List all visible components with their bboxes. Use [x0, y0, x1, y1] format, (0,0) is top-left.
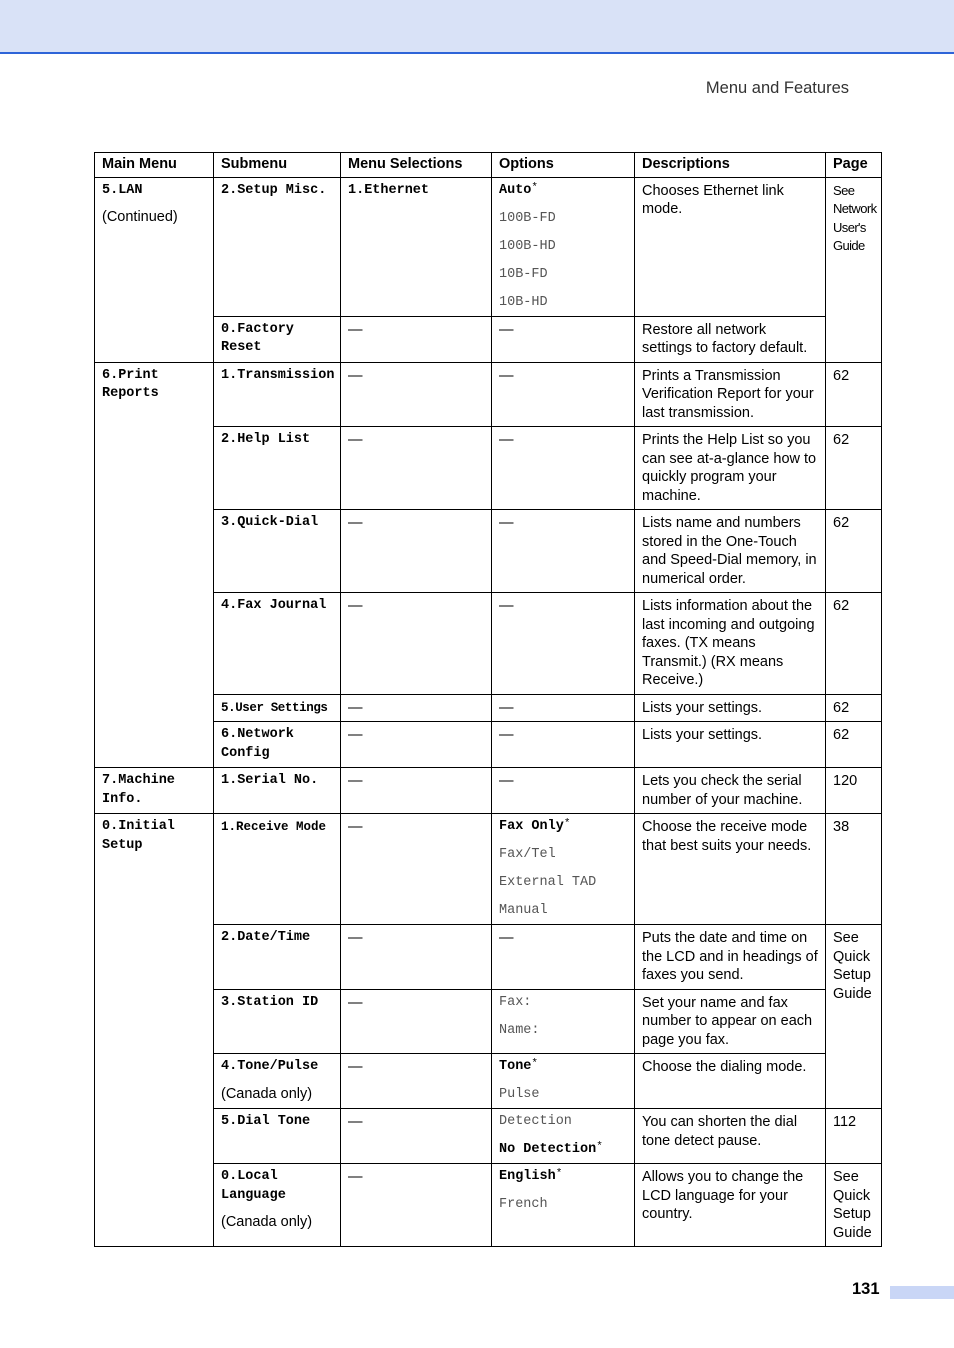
description-cell: Choose the receive mode that best suits your needs. — [635, 814, 826, 925]
selection-cell: — — [341, 510, 492, 593]
description-cell: Lists information about the last incoming and outgoing faxes. (TX means Transmit.) (RX means Receive.) — [635, 593, 826, 695]
description-cell: Restore all network settings to factory default. — [635, 316, 826, 362]
description-cell: Lets you check the serial number of your machine. — [635, 768, 826, 814]
table-row — [95, 177, 882, 316]
page-cell: See Quick Setup Guide — [826, 925, 882, 1109]
selection-cell: — — [341, 1164, 492, 1247]
submenu-cell: 5.User Settings — [214, 694, 341, 722]
page-cell: 38 — [826, 814, 882, 925]
table-header-row — [95, 153, 882, 178]
page-cell: See Quick Setup Guide — [826, 1164, 882, 1247]
page-cell: 62 — [826, 593, 882, 695]
col-submenu: Submenu — [214, 153, 341, 178]
table-row — [95, 814, 882, 925]
page-cell: 62 — [826, 362, 882, 427]
table-row — [95, 1054, 882, 1109]
selection-cell: — — [341, 989, 492, 1054]
col-menu-selections: Menu Selections — [341, 153, 492, 178]
main-menu-cell: 5.LAN (Continued) — [95, 177, 214, 362]
col-descriptions: Descriptions — [635, 153, 826, 178]
options-cell: Detection No Detection* — [492, 1109, 635, 1164]
description-cell: Lists your settings. — [635, 694, 826, 722]
submenu-cell: 1.Receive Mode — [214, 814, 341, 925]
page-cell: 62 — [826, 694, 882, 722]
description-cell: Allows you to change the LCD language for your country. — [635, 1164, 826, 1247]
selection-cell: — — [341, 722, 492, 768]
selection-cell: — — [341, 1054, 492, 1109]
main-menu-cell: 0.Initial Setup — [95, 814, 214, 1247]
options-cell: — — [492, 427, 635, 510]
page-number: 131 — [852, 1280, 880, 1298]
selection-cell: — — [341, 362, 492, 427]
submenu-cell: 1.Transmission — [214, 362, 341, 427]
submenu-cell: 6.Network Config — [214, 722, 341, 768]
selection-cell: — — [341, 316, 492, 362]
selection-cell: — — [341, 814, 492, 925]
selection-cell: — — [341, 925, 492, 990]
description-cell: Prints a Transmission Verification Report for your last transmission. — [635, 362, 826, 427]
submenu-cell: 2.Help List — [214, 427, 341, 510]
menu-table — [94, 152, 882, 1247]
table-row — [95, 593, 882, 695]
options-cell: English* French — [492, 1164, 635, 1247]
main-menu-cell: 7.Machine Info. — [95, 768, 214, 814]
selection-cell: — — [341, 694, 492, 722]
options-cell: — — [492, 694, 635, 722]
col-options: Options — [492, 153, 635, 178]
selection-cell: 1.Ethernet — [341, 177, 492, 316]
submenu-cell: 2.Setup Misc. — [214, 177, 341, 316]
selection-cell: — — [341, 1109, 492, 1164]
description-cell: Lists name and numbers stored in the One-Touch and Speed-Dial memory, in numerical order. — [635, 510, 826, 593]
table-row — [95, 768, 882, 814]
col-main-menu: Main Menu — [95, 153, 214, 178]
options-cell: — — [492, 768, 635, 814]
description-cell: Puts the date and time on the LCD and in headings of faxes you send. — [635, 925, 826, 990]
page-tab-marker — [890, 1286, 954, 1299]
table-row — [95, 722, 882, 768]
description-cell: Prints the Help List so you can see at-a-glance how to quickly program your machine. — [635, 427, 826, 510]
options-cell: Fax: Name: — [492, 989, 635, 1054]
submenu-cell: 2.Date/Time — [214, 925, 341, 990]
submenu-cell: 5.Dial Tone — [214, 1109, 341, 1164]
page-cell: 112 — [826, 1109, 882, 1164]
options-cell: — — [492, 593, 635, 695]
table-row — [95, 925, 882, 990]
selection-cell: — — [341, 593, 492, 695]
submenu-cell: 0.Factory Reset — [214, 316, 341, 362]
table-row — [95, 694, 882, 722]
table-row — [95, 427, 882, 510]
description-cell: Chooses Ethernet link mode. — [635, 177, 826, 316]
page-cell: See Network User's Guide — [826, 177, 882, 362]
section-title: Menu and Features — [705, 79, 849, 97]
options-cell: Tone* Pulse — [492, 1054, 635, 1109]
table-row — [95, 1164, 882, 1247]
top-banner — [0, 0, 954, 54]
submenu-cell: 0.Local Language (Canada only) — [214, 1164, 341, 1247]
options-cell: Auto* 100B-FD 100B-HD 10B-FD 10B-HD — [492, 177, 635, 316]
selection-cell: — — [341, 768, 492, 814]
options-cell: — — [492, 362, 635, 427]
description-cell: Choose the dialing mode. — [635, 1054, 826, 1109]
submenu-cell: 4.Tone/Pulse (Canada only) — [214, 1054, 341, 1109]
selection-cell: — — [341, 427, 492, 510]
table-row — [95, 989, 882, 1054]
table-row — [95, 1109, 882, 1164]
page-cell: 62 — [826, 427, 882, 510]
submenu-cell: 3.Quick-Dial — [214, 510, 341, 593]
submenu-cell: 4.Fax Journal — [214, 593, 341, 695]
options-cell: Fax Only* Fax/Tel External TAD Manual — [492, 814, 635, 925]
submenu-cell: 3.Station ID — [214, 989, 341, 1054]
options-cell: — — [492, 722, 635, 768]
page-cell: 120 — [826, 768, 882, 814]
col-page: Page — [826, 153, 882, 178]
submenu-cell: 1.Serial No. — [214, 768, 341, 814]
description-cell: Lists your settings. — [635, 722, 826, 768]
description-cell: You can shorten the dial tone detect pause. — [635, 1109, 826, 1164]
options-cell: — — [492, 925, 635, 990]
description-cell: Set your name and fax number to appear on each page you fax. — [635, 989, 826, 1054]
main-menu-cell: 6.Print Reports — [95, 362, 214, 768]
page-cell: 62 — [826, 510, 882, 593]
table-row — [95, 510, 882, 593]
table-row — [95, 362, 882, 427]
options-cell: — — [492, 510, 635, 593]
page-cell: 62 — [826, 722, 882, 768]
options-cell: — — [492, 316, 635, 362]
table-row — [95, 316, 882, 362]
